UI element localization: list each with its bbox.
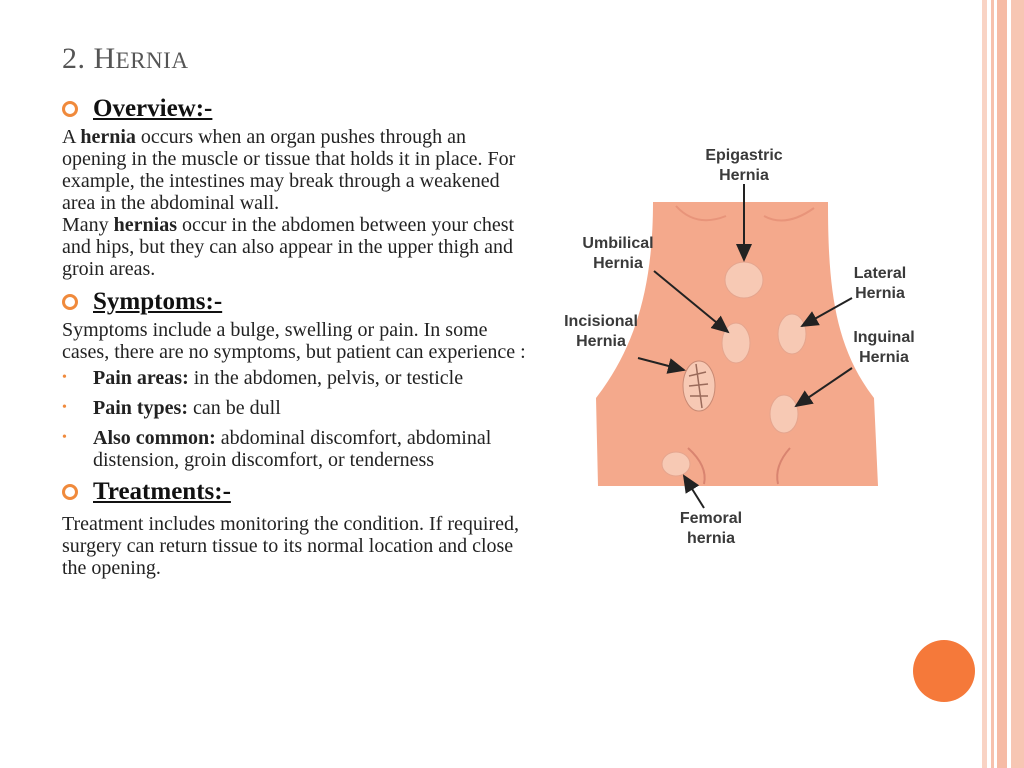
label-epigastric: Hernia bbox=[719, 167, 769, 184]
decorative-stripes bbox=[982, 0, 1024, 768]
decorative-circle bbox=[913, 640, 975, 702]
label-umbilical: Umbilical bbox=[582, 235, 654, 252]
list-item: • Also common: abdominal discomfort, abdominal distension, groin discomfort, or tenderness bbox=[62, 427, 532, 471]
list-item: • Pain types: can be dull bbox=[62, 397, 532, 419]
femoral-bulge bbox=[662, 452, 690, 476]
label-lateral: Lateral bbox=[853, 265, 907, 282]
label-umbilical: Hernia bbox=[593, 255, 643, 272]
label-epigastric: Epigastric bbox=[705, 147, 783, 164]
slide-title: 2. HERNIA bbox=[62, 42, 189, 75]
umbilical-bulge bbox=[722, 323, 750, 363]
symptoms-intro: Symptoms include a bulge, swelling or pain. In some cases, there are no symptoms, but patient can experience : bbox=[62, 319, 526, 363]
symptoms-heading: Symptoms:- bbox=[62, 285, 532, 319]
treatments-text: Treatment includes monitoring the condition. If required, surgery can return tissue to its normal location and close the opening. bbox=[62, 513, 519, 579]
label-inguinal: Inguinal bbox=[853, 329, 915, 346]
label-femoral: hernia bbox=[686, 530, 736, 547]
bullet-ring-icon bbox=[62, 294, 78, 310]
hernia-diagram bbox=[556, 136, 926, 556]
overview-paragraph-1: A hernia occurs when an organ pushes through an opening in the muscle or tissue that holds it in place. For example, the intestines may break through a weakened area in the abdominal wall. bbox=[62, 126, 516, 214]
bullet-ring-icon bbox=[62, 484, 78, 500]
bullet-ring-icon bbox=[62, 101, 78, 117]
symptoms-list bbox=[62, 367, 532, 471]
label-incisional: Hernia bbox=[576, 333, 626, 350]
list-item: • Pain areas: in the abdomen, pelvis, or testicle bbox=[62, 367, 532, 389]
lateral-bulge bbox=[778, 314, 806, 354]
label-lateral: Hernia bbox=[855, 285, 905, 302]
inguinal-bulge bbox=[770, 395, 798, 433]
overview-heading: Overview:- bbox=[62, 92, 532, 126]
label-inguinal: Hernia bbox=[859, 349, 909, 366]
label-femoral: Femoral bbox=[679, 510, 743, 527]
epigastric-bulge bbox=[725, 262, 763, 298]
overview-paragraph-2: Many hernias occur in the abdomen between your chest and hips, but they can also appear in the upper thigh and groin areas. bbox=[62, 214, 515, 280]
slide-content bbox=[62, 92, 532, 579]
treatments-heading: Treatments:- bbox=[62, 475, 532, 509]
label-incisional: Incisional bbox=[564, 313, 638, 330]
